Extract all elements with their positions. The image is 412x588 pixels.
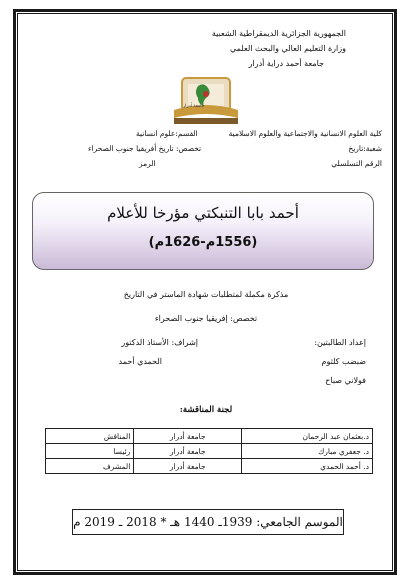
academic-season-box — [72, 509, 344, 535]
code-label: الرمز — [139, 159, 156, 168]
member-university: جامعة أدرار — [134, 459, 242, 474]
member-name: د.بعثمان عبد الرحمان — [242, 429, 373, 444]
member-name: د. أحمد الحمدي — [242, 459, 373, 474]
member-university: جامعة أدرار — [134, 444, 242, 459]
member-role: رئيسا — [46, 444, 134, 459]
table-row — [46, 444, 373, 459]
republic-name: الجمهورية الجزائرية الديمقراطية الشعبية — [211, 29, 346, 38]
specialty-info: تخصص: تاريخ أفريقيا جنوب الصحراء — [88, 144, 202, 153]
member-role: المشرف — [46, 459, 134, 474]
serial-number-label: الرقم التسلسلي — [331, 159, 382, 168]
supervisor-label: إشراف: الأستاذ الدكتور — [121, 338, 198, 347]
committee-table — [45, 428, 373, 474]
member-university: جامعة أدرار — [134, 429, 242, 444]
academic-season: الموسم الجامعي: 1939ـ 1440 هـ * 2018 ـ 2019 م — [73, 515, 343, 529]
department-name: القسم:علوم انسانية — [136, 129, 198, 138]
member-role: المناقش — [46, 429, 134, 444]
table-row — [46, 429, 373, 444]
branch-name: شعبة:تاريخ — [348, 144, 382, 153]
faculty-name: كلية العلوم الانسانية والاجتماعية والعلوم الاسلامية — [228, 129, 382, 138]
member-name: د. جعفري مبارك — [242, 444, 373, 459]
memo-description: مذكرة مكملة لمتطلبات شهادة الماستر في التاريخ — [123, 290, 289, 299]
table-row — [46, 459, 373, 474]
committee-title: لجنة المناقشة: — [179, 405, 233, 415]
logo-caption: جامعة أدرار — [183, 104, 205, 109]
supervisor-name: الحمدي أحمد — [118, 357, 162, 366]
thesis-dates: (1556م-1626م) — [148, 235, 258, 250]
student-name: ضبضب كلثوم — [321, 357, 366, 366]
thesis-title: أحمد بابا التنبكتي مؤرخا للأعلام — [107, 204, 299, 222]
university-logo-icon — [168, 76, 244, 126]
memo-specialty: تخصص: إفريقيا جنوب الصحراء — [154, 314, 258, 323]
students-label: إعداد الطالبتين: — [314, 338, 366, 347]
ministry-name: وزارة التعليم العالي والبحث العلمي — [230, 44, 346, 53]
title-box — [32, 192, 374, 270]
student-name: فولاني صباح — [325, 376, 366, 385]
university-name: جامعة أحمد دراية أدرار — [248, 59, 324, 68]
